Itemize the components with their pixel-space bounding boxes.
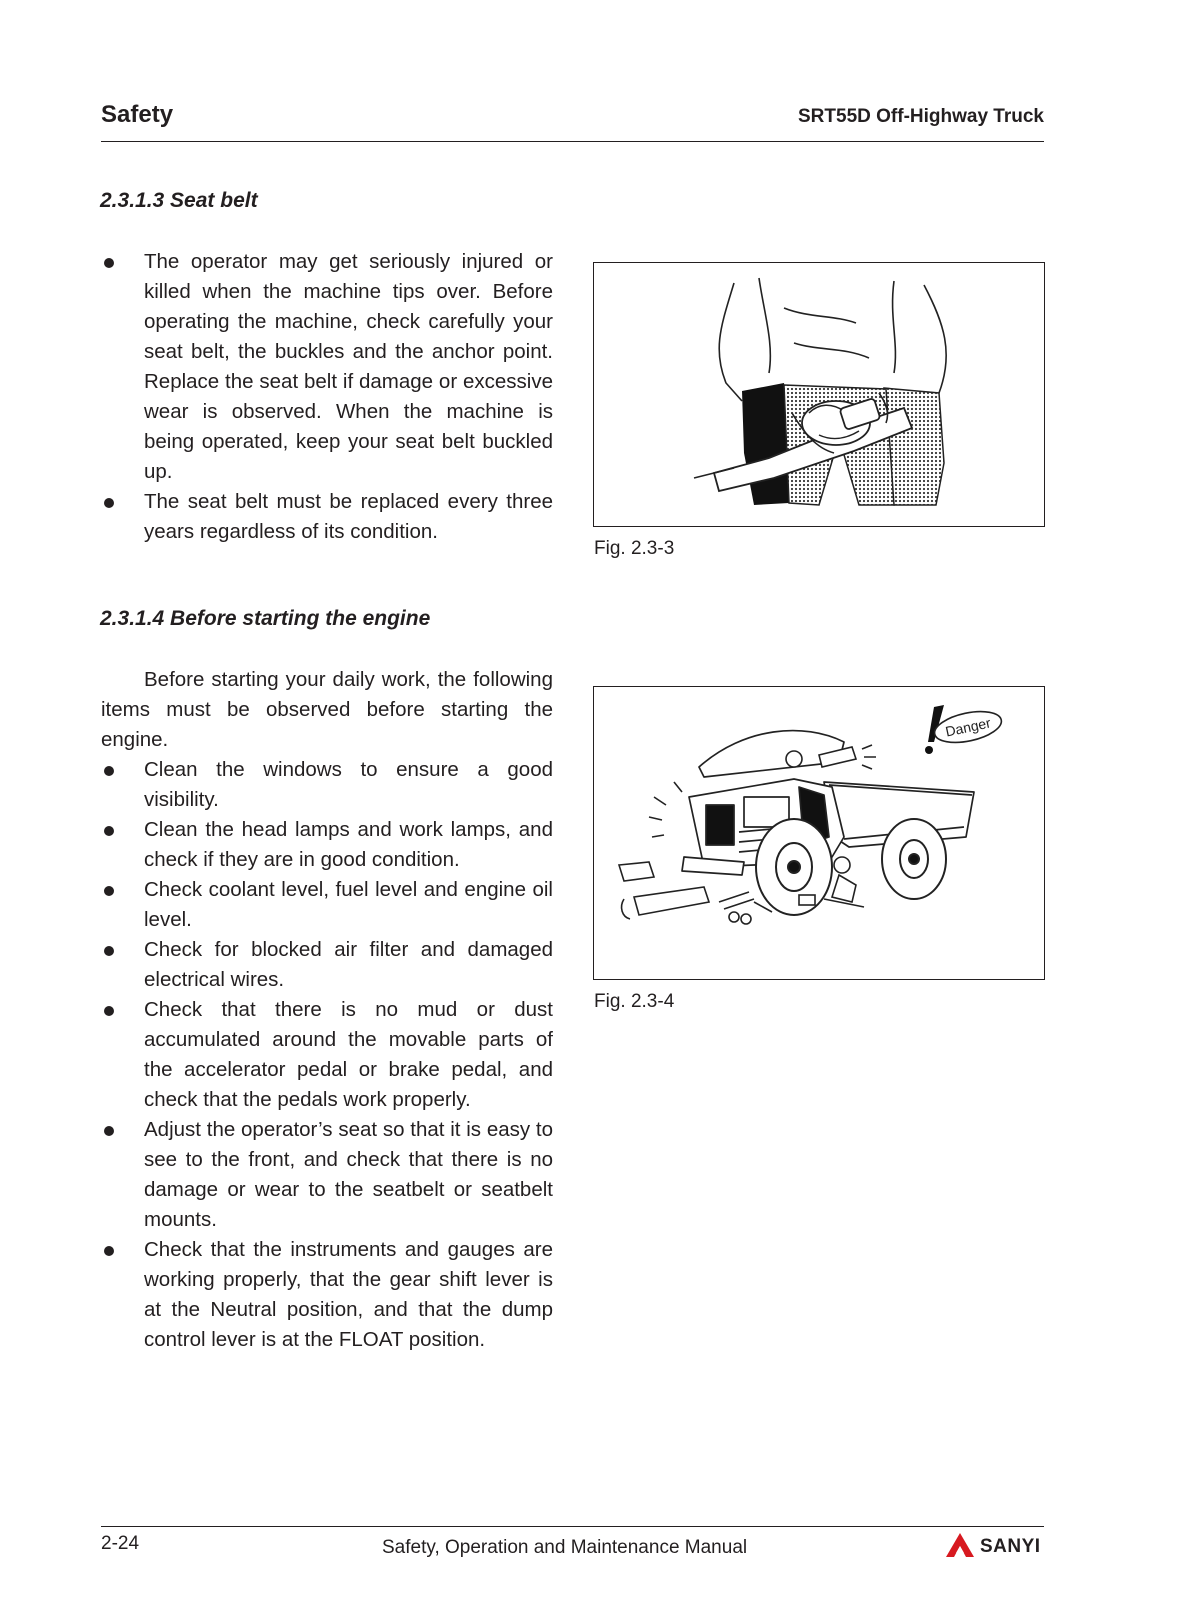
bullet-icon bbox=[104, 946, 114, 956]
bullet-icon bbox=[104, 258, 114, 268]
bullet-icon bbox=[104, 886, 114, 896]
seat-belt-text bbox=[101, 247, 553, 547]
list-item: The seat belt must be replaced every three years regardless of its condition. bbox=[101, 487, 553, 547]
list-item: Clean the head lamps and work lamps, and check if they are in good condition. bbox=[101, 815, 553, 875]
before-start-text bbox=[101, 665, 553, 1355]
brand-name: SANYI bbox=[980, 1536, 1041, 1557]
list-item: Adjust the operator’s seat so that it is easy to see to the front, and check that there is no damage or wear to the seatbelt or seatbelt mounts. bbox=[101, 1115, 553, 1235]
sanyi-logo-icon bbox=[944, 1531, 976, 1563]
brand-logo bbox=[944, 1529, 1041, 1565]
bullet-icon bbox=[104, 766, 114, 776]
list-item: Check that there is no mud or dust accumulated around the movable parts of the accelerator pedal or brake pedal, and check that the pedals work properly. bbox=[101, 995, 553, 1115]
intro-paragraph: Before starting your daily work, the following items must be observed before starting the engine. bbox=[101, 668, 553, 751]
seat-belt-figure bbox=[593, 262, 1045, 527]
danger-label: Danger bbox=[943, 714, 993, 740]
seat-belt-bullets bbox=[101, 247, 553, 547]
bullet-icon bbox=[104, 1126, 114, 1136]
header-section-title: Safety bbox=[101, 101, 174, 128]
seat-belt-heading: 2.3.1.3 Seat belt bbox=[100, 189, 258, 212]
header-divider bbox=[101, 141, 1044, 142]
before-start-bullets bbox=[101, 755, 553, 1355]
header-product-title: SRT55D Off-Highway Truck bbox=[798, 106, 1044, 127]
bullet-icon bbox=[104, 498, 114, 508]
list-item: The operator may get seriously injured or killed when the machine tips over. Before operating the machine, check carefully your seat belt, the buckles and the anchor point. Replace the seat belt if damage or excessive wear is observed. When the machine is being operated, keep your seat belt buckled up. bbox=[101, 247, 553, 487]
manual-title: Safety, Operation and Maintenance Manual bbox=[382, 1537, 748, 1558]
truck-danger-illustration bbox=[594, 687, 1043, 978]
page-number: 2-24 bbox=[101, 1533, 140, 1554]
seat-belt-illustration bbox=[594, 263, 1043, 525]
bullet-icon bbox=[104, 826, 114, 836]
footer-divider bbox=[101, 1526, 1044, 1527]
list-item: Check that the instruments and gauges are working properly, that the gear shift lever is at the Neutral position, and that the dump control lever is at the FLOAT position. bbox=[101, 1235, 553, 1355]
before-start-heading: 2.3.1.4 Before starting the engine bbox=[100, 607, 431, 630]
bullet-icon bbox=[104, 1006, 114, 1016]
figure-caption: Fig. 2.3-3 bbox=[594, 538, 675, 559]
list-item: Clean the windows to ensure a good visibility. bbox=[101, 755, 553, 815]
danger-figure bbox=[593, 686, 1045, 980]
figure-caption: Fig. 2.3-4 bbox=[594, 991, 675, 1012]
list-item: Check for blocked air filter and damaged electrical wires. bbox=[101, 935, 553, 995]
bullet-icon bbox=[104, 1246, 114, 1256]
list-item: Check coolant level, fuel level and engine oil level. bbox=[101, 875, 553, 935]
